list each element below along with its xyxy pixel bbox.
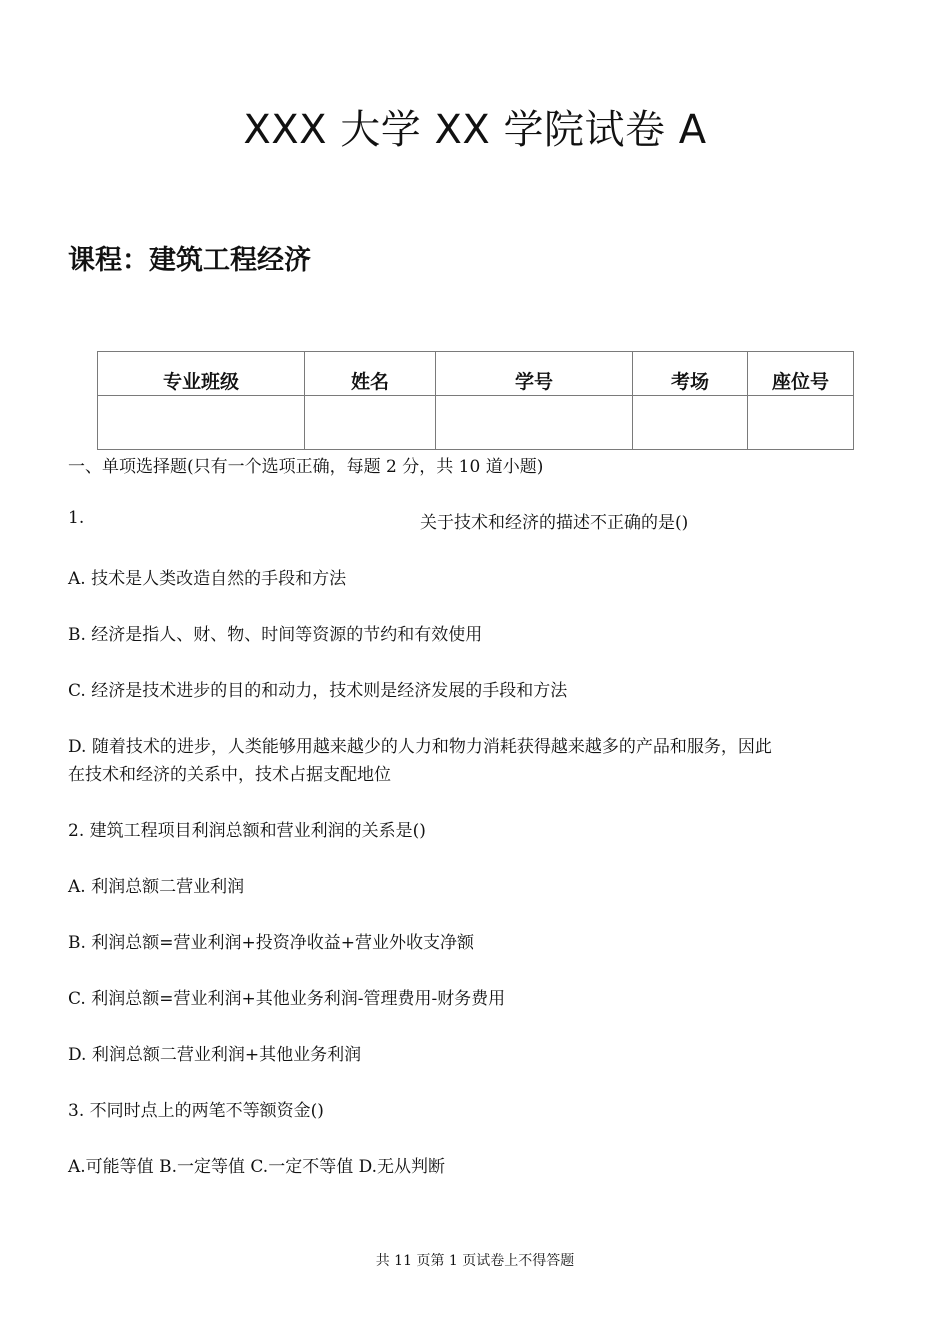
page-footer: 共 11 页第 1 页试卷上不得答题	[375, 1253, 575, 1269]
student-id-field[interactable]	[436, 396, 633, 450]
question-1-option-c: C. 经济是技术进步的目的和动力，技术则是经济发展的手段和方法	[68, 681, 568, 701]
question-1-option-b: B. 经济是指人、财、物、时间等资源的节约和有效使用	[68, 625, 483, 645]
seat-number-field[interactable]	[748, 396, 854, 450]
header-exam-room: 考场	[633, 352, 748, 396]
question-1	[68, 508, 882, 533]
question-2-option-b: B. 利润总额=营业利润+投资净收益+营业外收支净额	[68, 933, 475, 953]
question-2-option-a: A. 利润总额二营业利润	[68, 877, 245, 897]
question-1-option-d: D. 随着技术的进步，人类能够用越来越少的人力和物力消耗获得越来越多的产品和服务，因此	[68, 737, 772, 757]
student-info-table	[97, 351, 854, 450]
question-2-option-d: D. 利润总额二营业利润+其他业务利润	[68, 1045, 362, 1065]
header-student-id: 学号	[436, 352, 633, 396]
question-1-option-a: A. 技术是人类改造自然的手段和方法	[68, 569, 347, 589]
question-1-number: 1.	[68, 508, 85, 528]
header-seat-number: 座位号	[748, 352, 854, 396]
question-2-text: 2. 建筑工程项目利润总额和营业利润的关系是()	[68, 821, 426, 841]
question-1-option-d-continued: 在技术和经济的关系中，技术占据支配地位	[68, 765, 391, 785]
header-class: 专业班级	[98, 352, 305, 396]
section-heading: 一、单项选择题(只有一个选项正确，每题 2 分，共 10 道小题)	[68, 457, 544, 477]
class-field[interactable]	[98, 396, 305, 450]
exam-room-field[interactable]	[633, 396, 748, 450]
info-input-row	[98, 396, 854, 450]
info-header-row	[98, 352, 854, 396]
question-3-options: A.可能等值 B.一定等值 C.一定不等值 D.无从判断	[68, 1157, 446, 1177]
header-name: 姓名	[305, 352, 436, 396]
exam-title: XXX 大学 XX 学院试卷 A	[243, 107, 707, 153]
question-1-text: 关于技术和经济的描述不正确的是()	[420, 513, 689, 533]
question-3-text: 3. 不同时点上的两笔不等额资金()	[68, 1101, 324, 1121]
course-name: 课程：建筑工程经济	[68, 245, 311, 276]
question-2-option-c: C. 利润总额=营业利润+其他业务利润-管理费用-财务费用	[68, 989, 506, 1009]
name-field[interactable]	[305, 396, 436, 450]
